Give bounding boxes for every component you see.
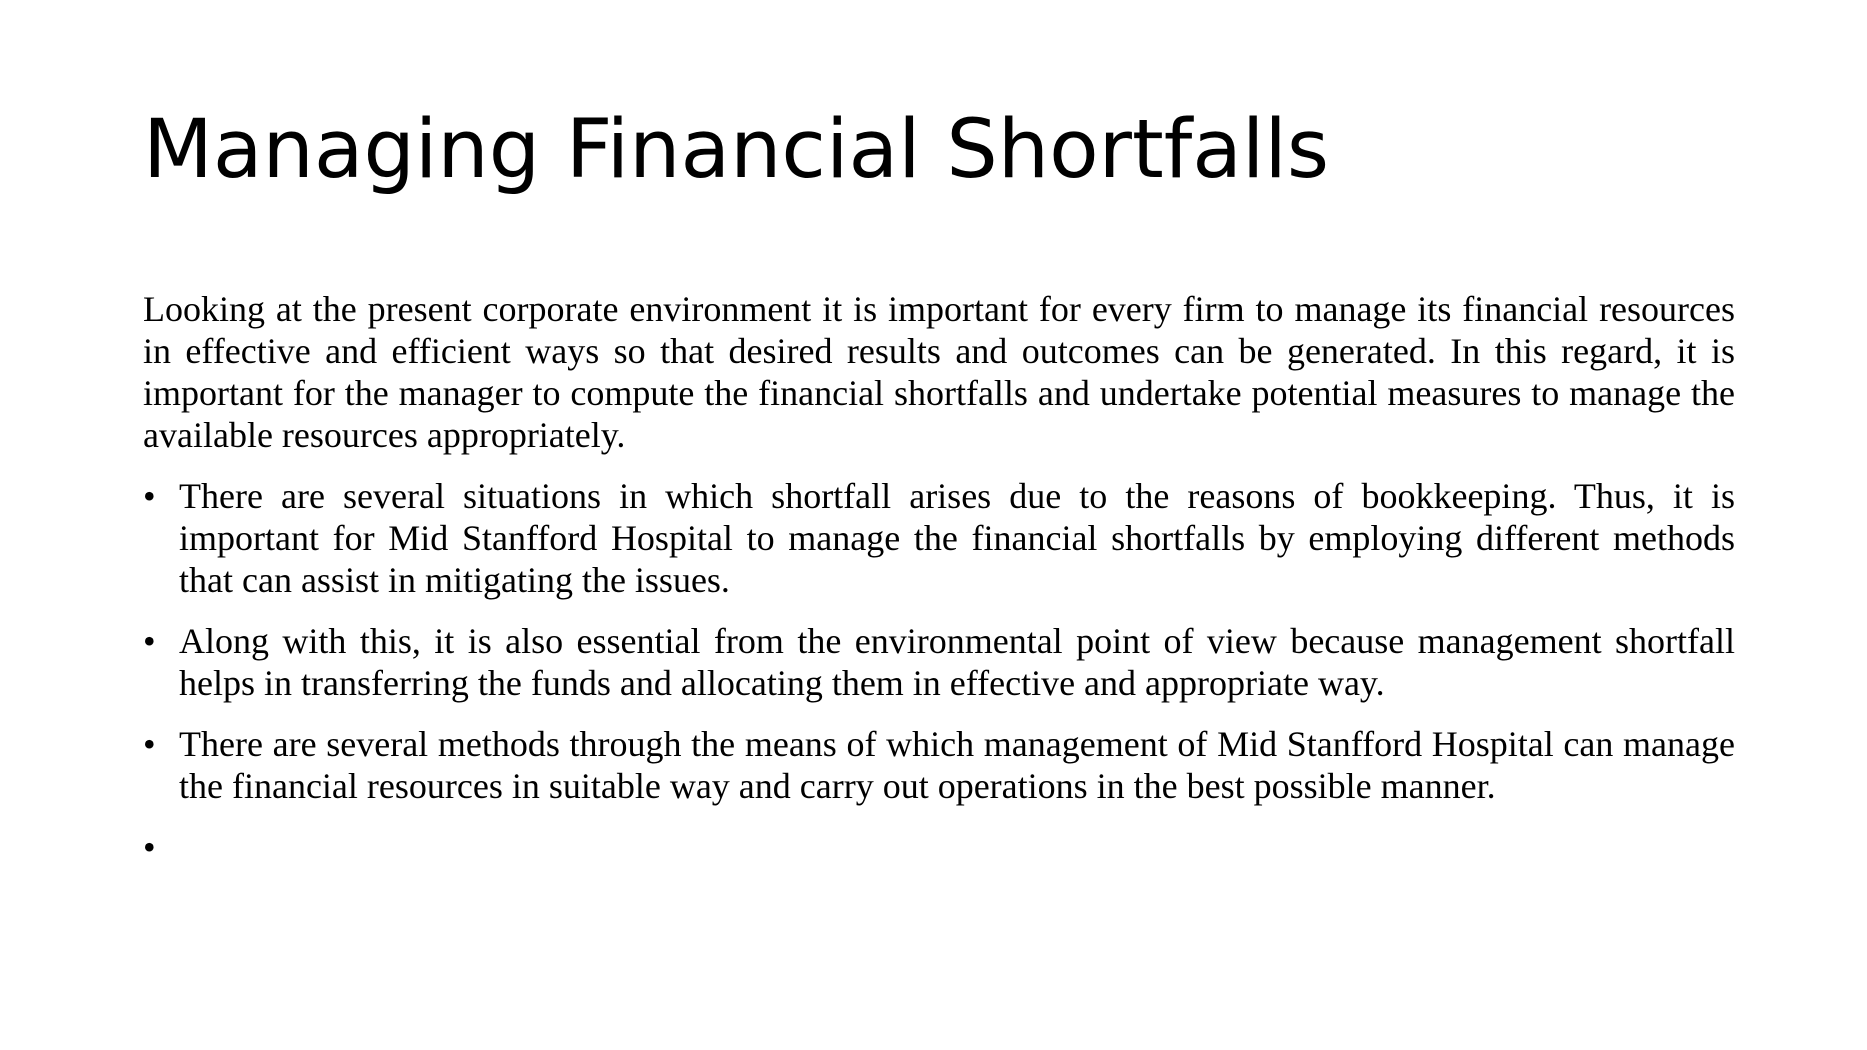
bullet-item — [143, 475, 1735, 601]
bullet-item — [143, 723, 1735, 807]
bullet-text: There are several situations in which shortfall arises due to the reasons of bookkeeping. Thus, it is important for Mid Stanfford Hospital to manage the financial shortfalls by employing different methods that can assist in mitigating the issues. — [179, 476, 1735, 600]
bullet-item-empty — [143, 826, 1735, 868]
bullet-icon: • — [143, 476, 156, 516]
slide-body — [143, 288, 1735, 887]
bullet-icon: • — [143, 827, 156, 867]
bullet-list — [143, 475, 1735, 868]
bullet-icon: • — [143, 621, 156, 661]
bullet-text: Along with this, it is also essential from the environmental point of view because management shortfall helps in transferring the funds and allocating them in effective and appropriate way. — [179, 621, 1735, 703]
bullet-item — [143, 620, 1735, 704]
intro-paragraph: Looking at the present corporate environment it is important for every firm to manage its financial resources in effective and efficient ways so that desired results and outcomes can be generated. In this regard, it is important for the manager to compute the financial shortfalls and undertake potential measures to manage the available resources appropriately. — [143, 289, 1735, 455]
bullet-text: There are several methods through the means of which management of Mid Stanfford Hospital can manage the financial resources in suitable way and carry out operations in the best possible manner. — [179, 724, 1735, 806]
slide-title: Managing Financial Shortfalls — [143, 103, 1330, 197]
bullet-icon: • — [143, 724, 156, 764]
